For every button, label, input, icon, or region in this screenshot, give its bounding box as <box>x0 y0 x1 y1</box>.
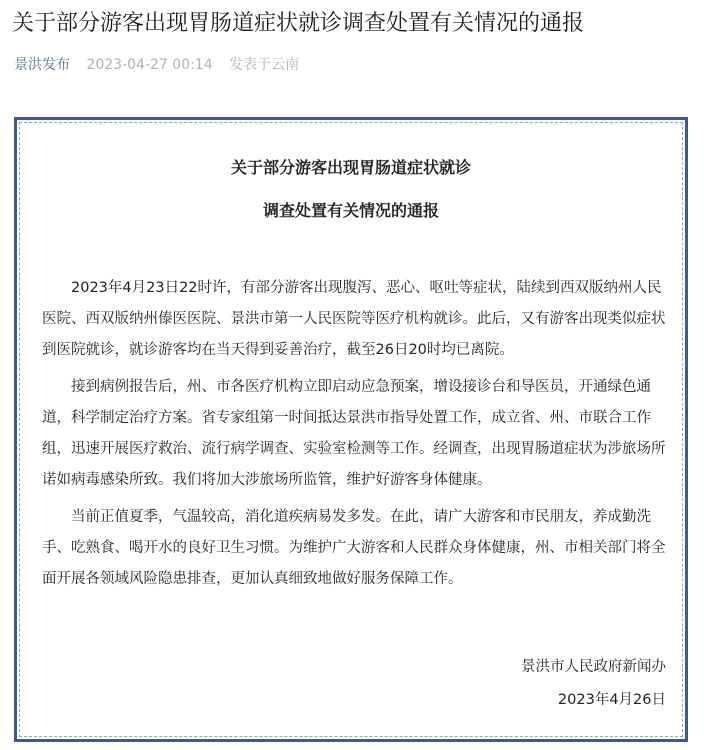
signature-org: 景洪市人民政府新闻办 <box>521 659 666 675</box>
notice-frame <box>14 117 688 742</box>
notice-body <box>42 273 670 601</box>
notice-title-line2: 调查处置有关情况的通报 <box>262 201 439 220</box>
paragraph-2: 接到病例报告后，州、市各医疗机构立即启动应急预案，增设接诊台和导医员，开通绿色通道，科学制定治疗方案。省专家组第一时间抵达景洪市指导处置工作，成立省、州、市联合工作组，迅速开展医疗救治、流行病学调查、实验室检测等工作。经调查，出现胃肠道症状为涉旅场所诺如病毒感染所致。我们将加大涉旅场所监管，维护好游客身体健康。 <box>42 379 666 488</box>
paragraph-1: 2023年4月23日22时许，有部分游客出现腹泻、恶心、呕吐等症状，陆续到西双版纳州人民医院、西双版纳州傣医医院、景洪市第一人民医院等医疗机构就诊。此后，又有游客出现类似症状到医院就诊，就诊游客均在当天得到妥善治疗，截至26日20时均已离院。 <box>42 280 666 358</box>
article-title: 关于部分游客出现胃肠道症状就诊调查处置有关情况的通报 <box>12 11 585 36</box>
notice-title-line1: 关于部分游客出现胃肠道症状就诊 <box>230 158 471 177</box>
publish-time: 2023-04-27 00:14 <box>86 57 213 73</box>
paragraph-3: 当前正值夏季，气温较高，消化道疾病易发多发。在此，请广大游客和市民朋友，养成勤洗手、吃熟食、喝开水的良好卫生习惯。为维护广大游客和人民群众身体健康，州、市相关部门将全面开展各领域风险隐患排查，更加认真细致地做好服务保障工作。 <box>42 509 666 587</box>
notice-frame-inner <box>19 122 683 737</box>
signature-date: 2023年4月26日 <box>557 692 666 708</box>
article-meta <box>14 56 299 74</box>
account-link[interactable]: 景洪发布 <box>14 57 70 73</box>
signature-block <box>521 651 666 717</box>
publish-location: 发表于云南 <box>229 57 300 73</box>
